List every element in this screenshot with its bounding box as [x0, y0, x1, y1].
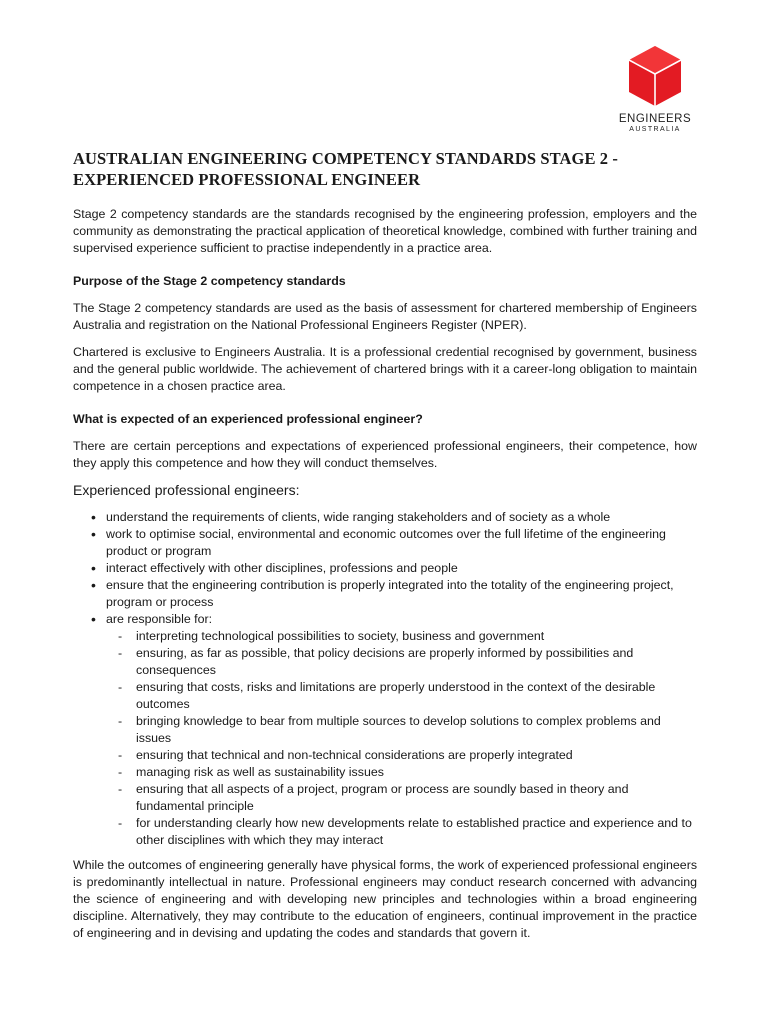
hexagon-logo-icon — [627, 44, 683, 110]
intro-paragraph: Stage 2 competency standards are the standards recognised by the engineering profession, employers and the community as demonstrating the practical application of theoretical knowledge, combined with further training and supervised experience sufficient to practise independently in a practice area. — [73, 207, 697, 255]
sub-list — [106, 628, 697, 849]
sub-list-item: - ensuring, as far as possible, that policy decisions are properly informed by possibilities and consequences — [106, 645, 697, 679]
list-item: • understand the requirements of clients, wide ranging stakeholders and of society as a whole — [73, 509, 697, 526]
list-item: • are responsible for: - interpreting technological possibilities to society, business and government - ensuring, as far as possible, that policy decisions are properly informed by possibilities and consequences - ensuring that costs, risks and limitations are properly understood in the context of the desirable outcomes - bringing knowledge to bear from multiple sources to develop solutions to complex problems and issues - ensuring that technical and non-technical considerations are properly integrated - managing risk as well as sustainability issues - ensuring that all aspects of a project, program or process are soundly based in theory and fundamental principle - for understanding clearly how new developments relate to established practice and experience and to other disciplines with which they may interact — [73, 611, 697, 849]
sub-list-item: - bringing knowledge to bear from multiple sources to develop solutions to complex problems and issues — [106, 713, 697, 747]
sub-list-item: - managing risk as well as sustainability issues — [106, 764, 697, 781]
list-item: • interact effectively with other disciplines, professions and people — [73, 560, 697, 577]
title-line-1: AUSTRALIAN ENGINEERING COMPETENCY STANDARDS STAGE 2 - — [73, 149, 618, 168]
sub-list-item: - interpreting technological possibilities to society, business and government — [106, 628, 697, 645]
sub-list-item: - ensuring that technical and non-technical considerations are properly integrated — [106, 747, 697, 764]
expected-heading: What is expected of an experienced professional engineer? — [73, 412, 423, 426]
logo-subname: AUSTRALIA — [629, 126, 681, 133]
bullet-list — [73, 509, 697, 849]
list-item: • work to optimise social, environmental and economic outcomes over the full lifetime of the engineering product or program — [73, 526, 697, 560]
purpose-paragraph-1: The Stage 2 competency standards are used as the basis of assessment for chartered membership of Engineers Australia and registration on the National Professional Engineers Register (NPER). — [73, 301, 697, 332]
purpose-paragraph-2: Chartered is exclusive to Engineers Australia. It is a professional credential recognised by government, business and the general public worldwide. The achievement of chartered brings with it a career-long obligation to maintain competence in a chosen practice area. — [73, 345, 697, 393]
sub-list-item: - ensuring that all aspects of a project, program or process are soundly based in theory and fundamental principle — [106, 781, 697, 815]
closing-paragraph: While the outcomes of engineering generally have physical forms, the work of experienced professional engineers is predominantly intellectual in nature. Professional engineers may conduct research concerned with advancing the science of engineering and with developing new principles and technologies within a broad engineering discipline. Alternatively, they may contribute to the education of engineers, continual improvement in the practice of engineering and in devising and updating the codes and standards that govern it. — [73, 858, 698, 940]
document-title — [73, 148, 697, 190]
sub-list-item: - for understanding clearly how new developments relate to established practice and experience and to other disciplines with which they may interact — [106, 815, 697, 849]
list-item: • ensure that the engineering contribution is properly integrated into the totality of the engineering project, program or process — [73, 577, 697, 611]
expected-paragraph: There are certain perceptions and expectations of experienced professional engineers, their competence, how they apply this competence and how they will conduct themselves. — [73, 439, 697, 470]
title-line-2: EXPERIENCED PROFESSIONAL ENGINEER — [73, 170, 421, 189]
engineers-australia-logo — [610, 44, 700, 134]
sub-list-item: - ensuring that costs, risks and limitations are properly understood in the context of the desirable outcomes — [106, 679, 697, 713]
document-body — [73, 148, 697, 952]
logo-name: ENGINEERS — [618, 113, 692, 125]
list-intro: Experienced professional engineers: — [73, 482, 300, 498]
purpose-heading: Purpose of the Stage 2 competency standards — [73, 274, 346, 288]
